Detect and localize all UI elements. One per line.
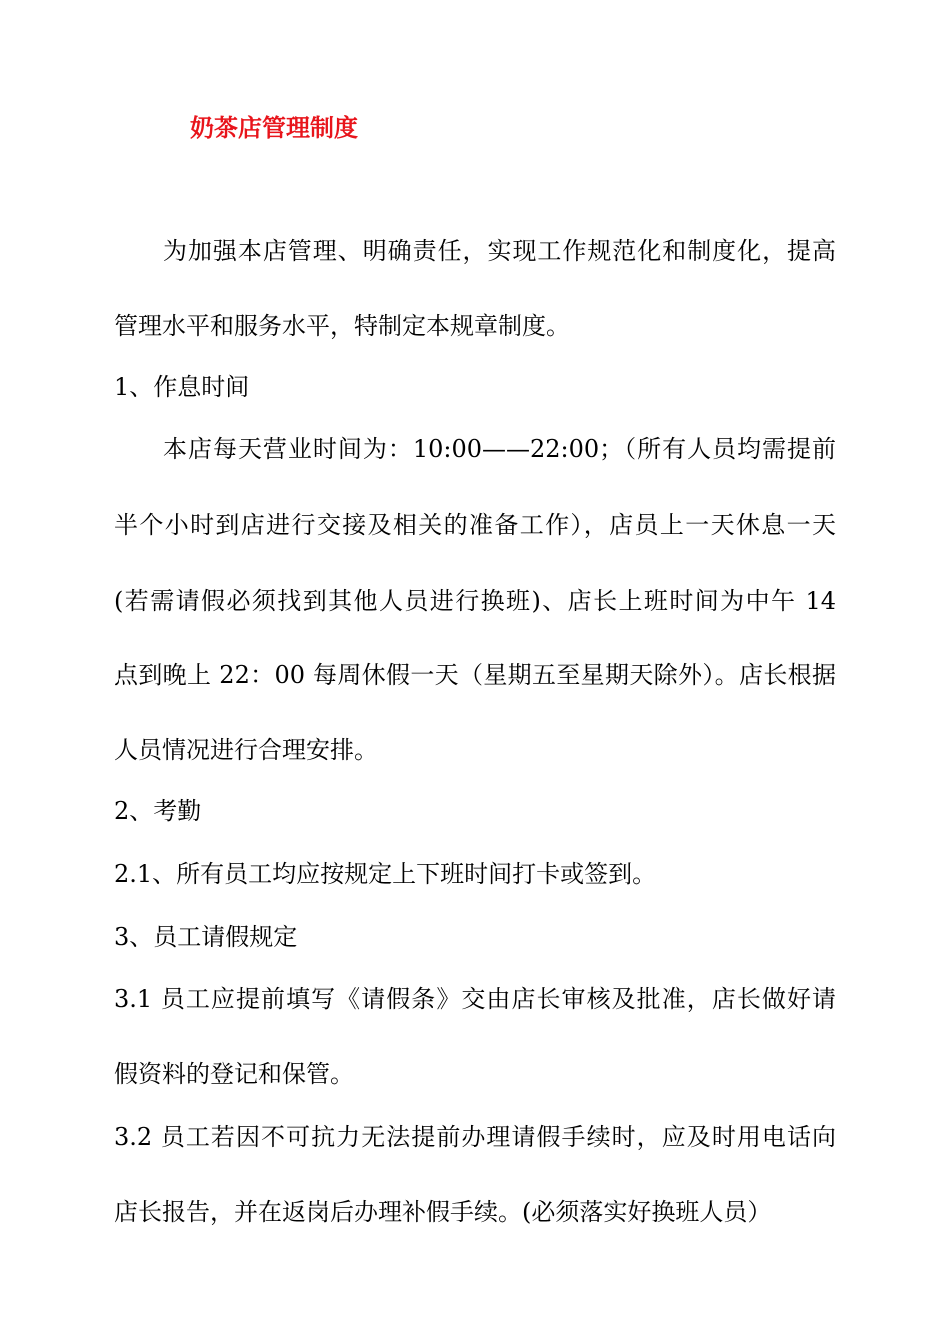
paragraph-line: 人员情况进行合理安排。: [114, 736, 378, 764]
paragraph-line: 3.1 员工应提前填写《请假条》交由店长审核及批准，店长做好请: [114, 985, 836, 1013]
section-heading: 3、员工请假规定: [114, 923, 298, 951]
paragraph-line: 假资料的登记和保管。: [114, 1060, 354, 1088]
paragraph-line: 点到晚上 22：00 每周休假一天（星期五至星期天除外）。店长根据: [114, 661, 836, 689]
section-heading: 2、考勤: [114, 797, 202, 825]
paragraph-line: 2.1、所有员工均应按规定上下班时间打卡或签到。: [114, 860, 657, 888]
document-title: 奶茶店管理制度: [190, 113, 358, 142]
paragraph-line: 3.2 员工若因不可抗力无法提前办理请假手续时，应及时用电话向: [114, 1123, 836, 1151]
section-heading: 1、作息时间: [114, 373, 250, 401]
paragraph-line: 店长报告，并在返岗后办理补假手续。(必须落实好换班人员）: [114, 1198, 772, 1226]
paragraph-line: (若需请假必须找到其他人员进行换班)、店长上班时间为中午 14: [114, 587, 836, 615]
paragraph-line: 管理水平和服务水平，特制定本规章制度。: [114, 312, 570, 340]
paragraph-line: 半个小时到店进行交接及相关的准备工作），店员上一天休息一天: [114, 511, 836, 539]
paragraph-line: 本店每天营业时间为：10:00——22:00；（所有人员均需提前: [163, 435, 836, 463]
paragraph-line: 为加强本店管理、明确责任，实现工作规范化和制度化，提高: [163, 237, 836, 265]
